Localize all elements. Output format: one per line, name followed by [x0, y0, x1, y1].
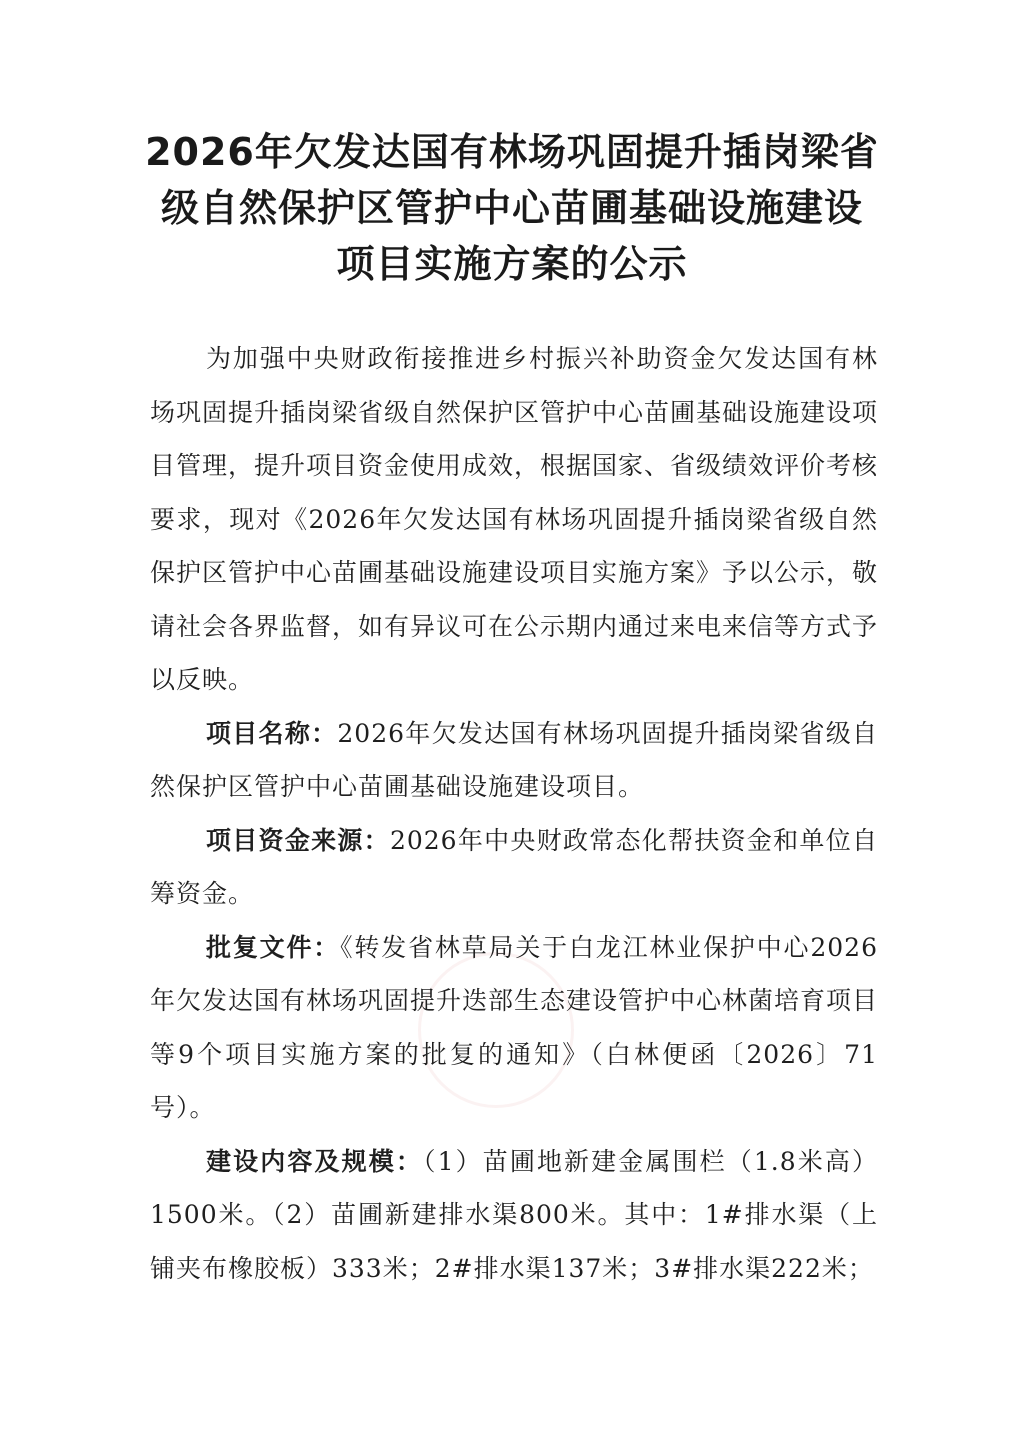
funding-source-paragraph: [150, 814, 878, 921]
approval-document-paragraph: [150, 921, 878, 1135]
construction-scope-label: 建设内容及规模：: [206, 1146, 423, 1176]
construction-scope-value: （1）苗圃地新建金属围栏（1.8米高）1500米。（2）苗圃新建排水渠800米。其中：1#排水渠（上铺夹布橡胶板）333米；2#排水渠137米；3#排水渠222米；: [150, 1146, 878, 1283]
construction-scope-paragraph: [150, 1135, 878, 1296]
funding-source-value: 2026年中央财政常态化帮扶资金和单位自筹资金。: [150, 825, 878, 908]
title-line-3: 项目实施方案的公示: [336, 242, 688, 286]
document-body: [150, 332, 878, 1295]
title-line-1: 2026年欠发达国有林场巩固提升插岗梁省: [145, 130, 879, 174]
project-name-label: 项目名称：: [206, 718, 338, 748]
funding-source-label: 项目资金来源：: [206, 825, 390, 855]
intro-paragraph: 为加强中央财政衔接推进乡村振兴补助资金欠发达国有林场巩固提升插岗梁省级自然保护区管护中心苗圃基础设施建设项目管理，提升项目资金使用成效，根据国家、省级绩效评价考核要求，现对《2026年欠发达国有林场巩固提升插岗梁省级自然保护区管护中心苗圃基础设施建设项目实施方案》予以公示，敬请社会各界监督，如有异议可在公示期内通过来电来信等方式予以反映。: [150, 344, 879, 694]
project-name-value: 2026年欠发达国有林场巩固提升插岗梁省级自然保护区管护中心苗圃基础设施建设项目。: [150, 718, 878, 801]
approval-document-label: 批复文件：: [206, 932, 341, 962]
project-name-paragraph: [150, 707, 878, 814]
approval-document-value: 《转发省林草局关于白龙江林业保护中心2026年欠发达国有林场巩固提升迭部生态建设管护中心林菌培育项目等9个项目实施方案的批复的通知》（白林便函〔2026〕71号）。: [150, 932, 879, 1122]
title-line-2: 级自然保护区管护中心苗圃基础设施建设: [160, 186, 863, 230]
document-title: [100, 124, 924, 292]
